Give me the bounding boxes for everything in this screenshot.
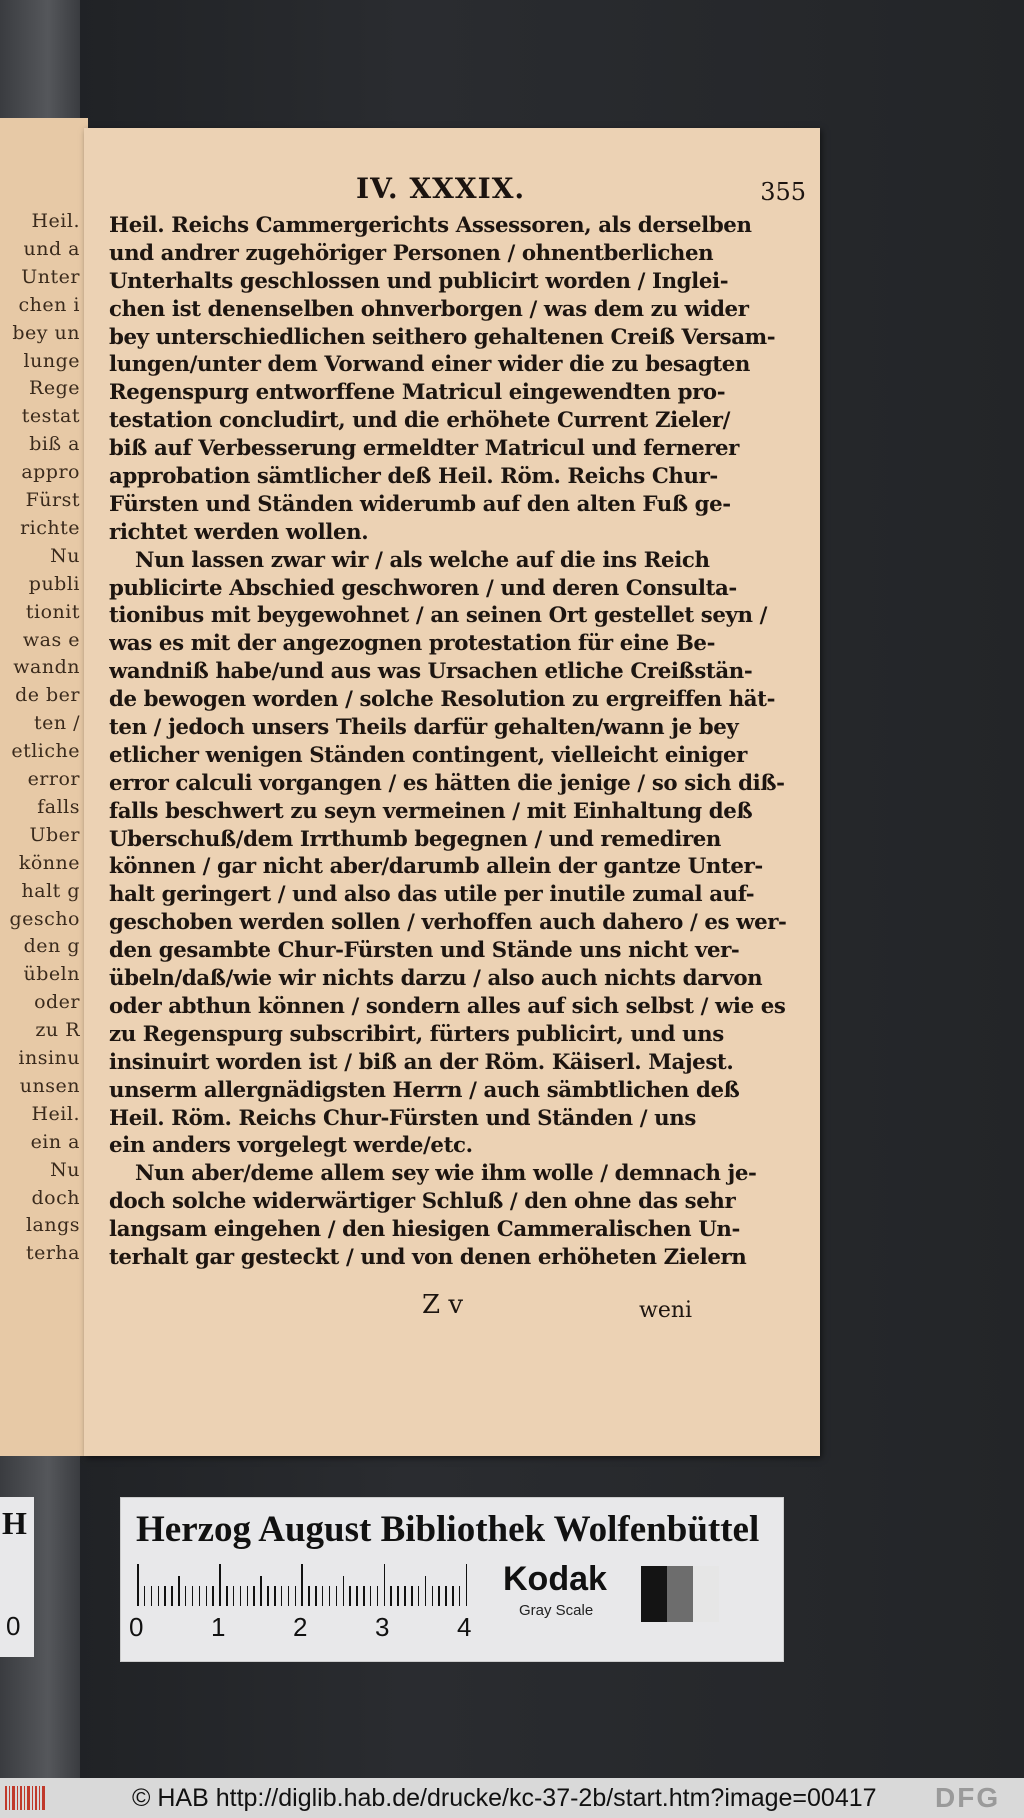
scale-number: 2 [293, 1612, 308, 1642]
scale-number: 1 [211, 1612, 226, 1642]
previous-page-fragment: bey un [12, 321, 80, 344]
text-line: was es mit der angezognen protestation für eine Be- [109, 631, 716, 657]
text-line: Fürsten und Ständen widerumb auf den alten Fuß ge- [109, 491, 731, 517]
text-line: und andrer zugehöriger Personen / ohnentberlichen [109, 240, 714, 266]
previous-page-fragment: gescho [9, 907, 80, 930]
previous-page-fragment: langs [25, 1214, 80, 1237]
ruler-tick [171, 1586, 173, 1606]
text-line: insinuirt worden ist / biß an der Röm. Käiserl. Majest. [109, 1049, 734, 1075]
ruler-tick [288, 1586, 290, 1606]
footer-bar [0, 1778, 1024, 1818]
text-line: terhalt gar gesteckt / und von denen erhöheten Zielern [109, 1244, 747, 1270]
gray-swatch [667, 1566, 693, 1622]
previous-page-fragment: Nu [50, 544, 80, 567]
text-line: chen ist denenselben ohnverborgen / was dem zu wider [109, 296, 749, 322]
previous-page-fragment: Nu [50, 1158, 80, 1181]
previous-page-fragment: richte [20, 516, 80, 539]
gray-swatch [693, 1566, 719, 1622]
ruler-tick [240, 1586, 242, 1606]
previous-page-fragment: de ber [15, 684, 80, 707]
previous-page-fragment: falls [37, 795, 80, 818]
previous-page-fragment: appro [21, 461, 80, 484]
text-line: zu Regenspurg subscribirt, fürters publicirt, und uns [109, 1021, 724, 1047]
text-line: testation concludirt, und die erhöhete Current Zieler/ [109, 408, 731, 434]
previous-page-fragment: den g [23, 935, 80, 958]
measurement-ruler [137, 1564, 467, 1606]
ruler-tick [253, 1586, 255, 1606]
gray-swatch [641, 1566, 667, 1622]
ruler-tick [247, 1586, 249, 1606]
ruler-tick [260, 1576, 262, 1606]
ruler-tick [363, 1586, 365, 1606]
ruler-tick [267, 1586, 269, 1606]
text-line: Nun aber/deme allem sey wie ihm wolle / demnach je- [135, 1161, 757, 1187]
previous-page-fragment: Uber [29, 823, 80, 846]
text-line: können / gar nicht aber/darumb allein der gantze Unter- [109, 854, 763, 880]
ruler-tick [404, 1586, 406, 1606]
book-page [84, 128, 820, 1456]
previous-page-fragment: testat [21, 405, 80, 428]
text-line: oder abthun können / sondern alles auf sich selbst / wie es [109, 993, 786, 1019]
previous-page-fragment: übeln [23, 963, 80, 986]
text-line: richtet werden wollen. [109, 519, 369, 545]
ruler-tick [192, 1586, 194, 1606]
ruler-tick [329, 1586, 331, 1606]
scale-number: 4 [457, 1612, 472, 1642]
previous-page-fragment: könne [18, 851, 80, 874]
ruler-tick [315, 1586, 317, 1606]
barcode-icon [4, 1786, 48, 1810]
ruler-tick [301, 1564, 303, 1606]
ruler-tick [418, 1586, 420, 1606]
running-header [266, 172, 806, 212]
ruler-tick [397, 1586, 399, 1606]
text-line: Heil. Röm. Reichs Chur-Fürsten und Ständen / uns [109, 1105, 696, 1131]
previous-page-fragment: Unter [21, 265, 80, 288]
ruler-tick [411, 1586, 413, 1606]
library-name: Herzog August Bibliothek Wolfenbüttel [136, 1509, 760, 1550]
previous-page-fragment: Heil. [31, 1102, 80, 1125]
signature-mark: Z v [422, 1290, 464, 1320]
color-target [120, 1497, 784, 1662]
text-line: ein anders vorgelegt werde/etc. [109, 1133, 473, 1159]
ruler-tick [322, 1586, 324, 1606]
ruler-tick [370, 1586, 372, 1606]
text-line: lungen/unter dem Vorwand einer wider die zu besagten [109, 352, 750, 378]
ruler-tick [178, 1576, 180, 1606]
catchword: weni [639, 1298, 693, 1323]
text-line: error calculi vorgangen / es hätten die jenige / so sich diß- [109, 770, 785, 796]
previous-page-fragment: unsen [19, 1074, 80, 1097]
ruler-tick [158, 1586, 160, 1606]
ruler-tick [199, 1586, 201, 1606]
left-target-fragment [0, 1497, 34, 1657]
ruler-tick [438, 1586, 440, 1606]
text-line: übeln/daß/wie wir nichts darzu / also auch nichts darvon [109, 966, 763, 992]
text-line: Unterhalts geschlossen und publicirt worden / Inglei- [109, 268, 729, 294]
text-line: Regenspurg entworffene Matricul eingewendten pro- [109, 380, 726, 406]
ruler-tick [356, 1586, 358, 1606]
ruler-tick [384, 1564, 386, 1606]
ruler-tick [432, 1586, 434, 1606]
text-line: Heil. Reichs Cammergerichts Assessoren, als derselben [109, 213, 752, 238]
previous-page-edge [0, 118, 88, 1456]
ruler-tick [151, 1586, 153, 1606]
text-line: bey unterschiedlichen seithero gehaltenen Creiß Versam- [109, 324, 776, 350]
scale-number: 0 [129, 1612, 144, 1642]
text-line: den gesambte Chur-Fürsten und Stände uns nicht ver- [109, 938, 740, 964]
text-line: doch solche widerwärtiger Schluß / den ohne das sehr [109, 1189, 736, 1215]
previous-page-fragment: chen i [18, 293, 80, 316]
ruler-tick [212, 1586, 214, 1606]
previous-page-fragment: ein a [30, 1130, 80, 1153]
previous-page-fragment: error [27, 768, 80, 790]
left-target-number: 0 [6, 1611, 21, 1641]
ruler-tick [185, 1586, 187, 1606]
ruler-tick [226, 1586, 228, 1606]
previous-page-fragment: halt g [21, 879, 80, 902]
previous-page-fragment: ten / [33, 712, 80, 735]
previous-page-fragment: was e [22, 628, 80, 651]
gray-scale-label: Gray Scale [519, 1602, 594, 1619]
previous-page-fragment: und a [23, 237, 80, 260]
ruler-tick [281, 1586, 283, 1606]
previous-page-fragment: terha [25, 1242, 80, 1265]
ruler-tick [466, 1564, 468, 1606]
kodak-logo: Kodak [503, 1560, 607, 1598]
text-line: unserm allergnädigsten Herrn / auch sämbtlichen deß [109, 1077, 740, 1103]
ruler-tick [295, 1586, 297, 1606]
text-line: wandniß habe/und aus was Ursachen etliche Creißstän- [109, 659, 753, 685]
text-line: tionibus mit beygewohnet / an seinen Ort gestellet seyn / [109, 603, 767, 629]
ruler-tick [343, 1576, 345, 1606]
text-line: falls beschwert zu seyn vermeinen / mit Einhaltung deß [109, 798, 753, 824]
ruler-tick [390, 1586, 392, 1606]
text-line: approbation sämtlicher deß Heil. Röm. Reichs Chur- [109, 464, 718, 490]
ruler-tick [425, 1576, 427, 1606]
previous-page-fragment: biß a [29, 433, 80, 456]
text-line: geschoben werden sollen / verhoffen auch dahero / es wer- [109, 910, 787, 936]
text-line: etlicher wenigen Ständen contingent, vielleicht einiger [109, 742, 747, 768]
ruler-tick [445, 1586, 447, 1606]
previous-page-fragment: oder [34, 991, 80, 1014]
previous-page-fragment: zu R [35, 1019, 80, 1042]
text-line: langsam eingehen / den hiesigen Cammeralischen Un- [109, 1217, 740, 1243]
dfg-logo: DFG [935, 1782, 1001, 1813]
text-line: ten / jedoch unsers Theils darfür gehalten/wann je bey [109, 715, 739, 741]
ruler-tick [219, 1564, 221, 1606]
ruler-tick [377, 1586, 379, 1606]
text-line: publicirte Abschied geschworen / und deren Consulta- [109, 575, 737, 601]
page-number: 355 [760, 178, 806, 206]
ruler-tick [137, 1564, 139, 1606]
ruler-tick [274, 1586, 276, 1606]
previous-page-fragment: insinu [18, 1047, 80, 1069]
previous-page-fragment: Heil. [31, 210, 80, 232]
ruler-tick [459, 1586, 461, 1606]
ruler-tick [308, 1586, 310, 1606]
ruler-tick [336, 1586, 338, 1606]
previous-page-fragment: tionit [25, 600, 80, 623]
ruler-tick [164, 1586, 166, 1606]
previous-page-fragment: publi [28, 572, 80, 595]
ruler-tick [206, 1586, 208, 1606]
ruler-tick [233, 1586, 235, 1606]
left-target-letter: H [2, 1505, 27, 1541]
text-line: halt geringert / und also das utile per inutile zumal auf- [109, 882, 755, 908]
previous-page-fragment: lunge [23, 349, 80, 372]
scale-number: 3 [375, 1612, 390, 1642]
previous-page-fragment: wandn [13, 656, 80, 679]
section-heading: IV. XXXIX. [356, 172, 526, 205]
copyright-link[interactable]: © HAB http://diglib.hab.de/drucke/kc-37-2b/start.htm?image=00417 [132, 1784, 877, 1812]
previous-page-fragment: etliche [11, 740, 80, 763]
previous-page-fragment: Fürst [25, 489, 80, 511]
previous-page-fragment: Rege [29, 377, 80, 400]
ruler-tick [452, 1586, 454, 1606]
page-text [109, 212, 791, 1272]
text-line: de bewogen worden / solche Resolution zu ergreiffen hät- [109, 687, 776, 713]
ruler-tick [144, 1586, 146, 1606]
text-line: biß auf Verbesserung ermeldter Matricul und fernerer [109, 436, 740, 462]
previous-page-fragment: doch [31, 1186, 80, 1209]
text-line: Nun lassen zwar wir / als welche auf die ins Reich [135, 547, 710, 573]
ruler-tick [349, 1586, 351, 1606]
text-line: Uberschuß/dem Irrthumb begegnen / und remediren [109, 826, 722, 852]
